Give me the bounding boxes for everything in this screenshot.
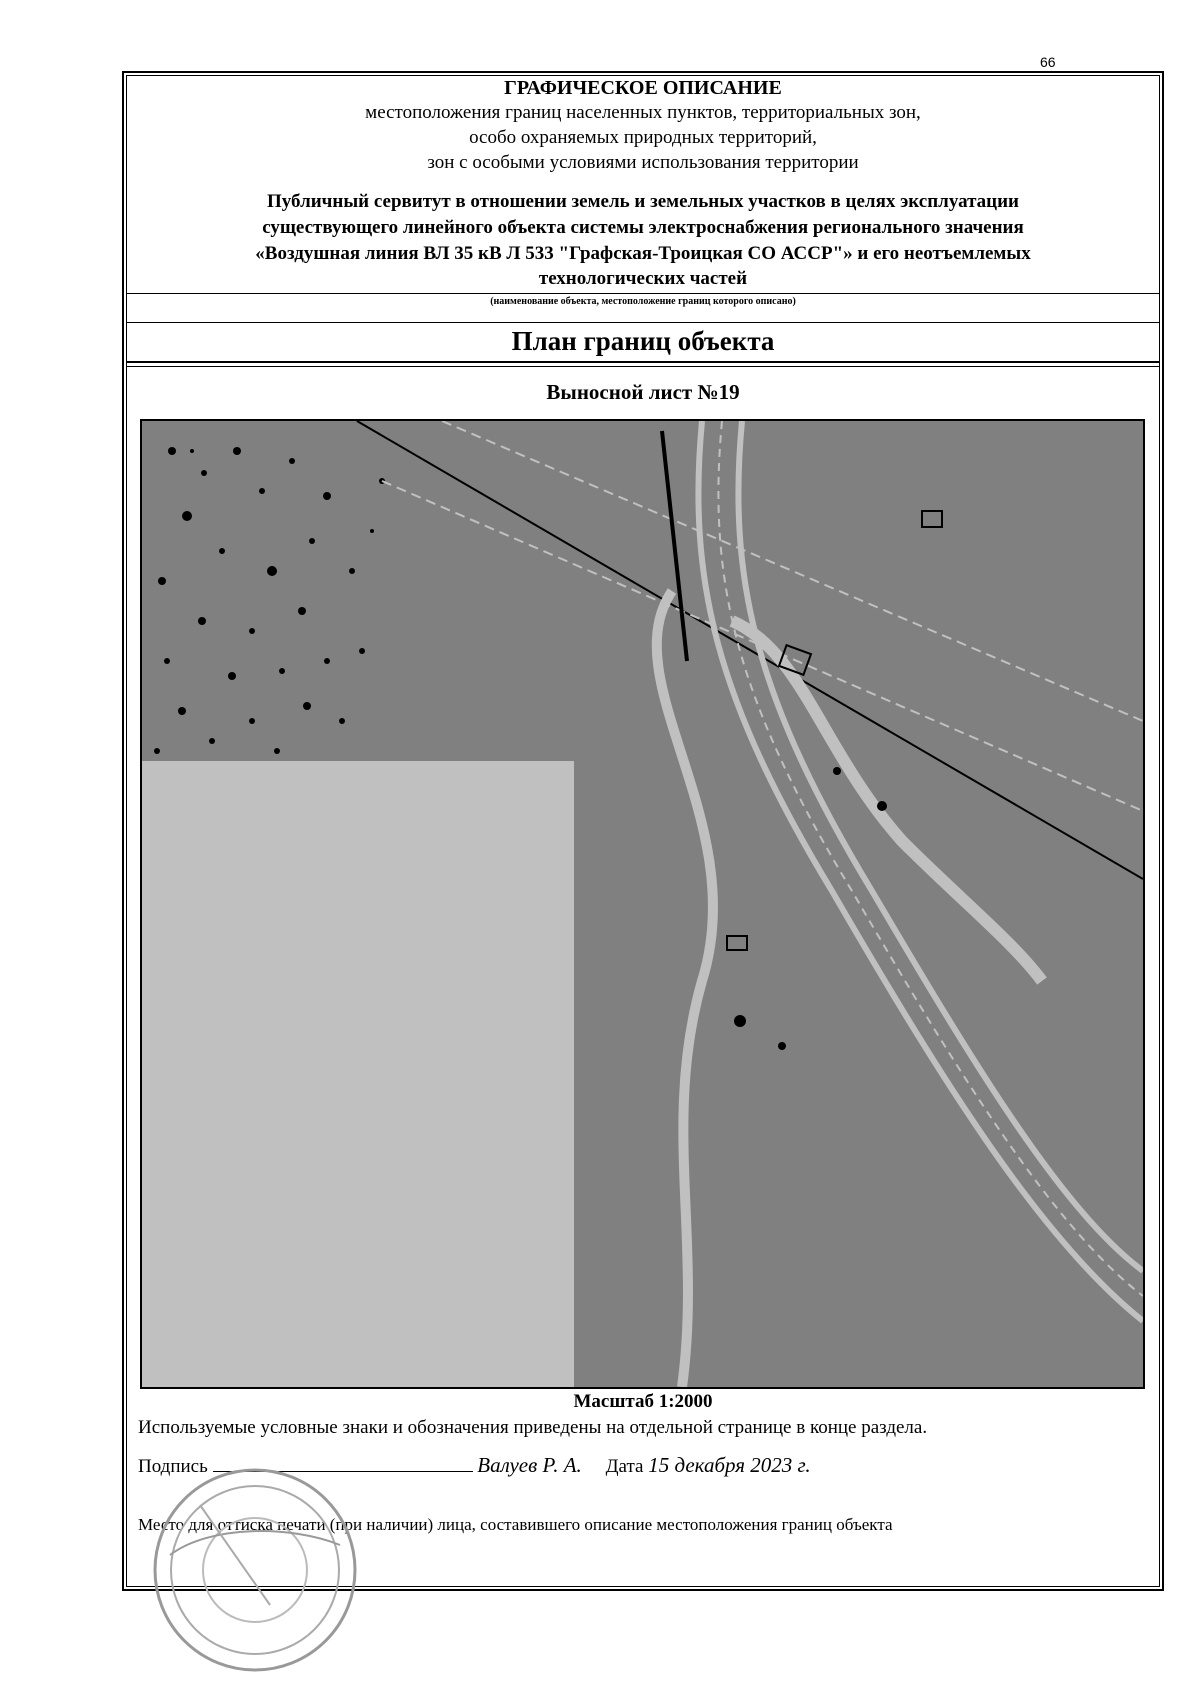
date-label: Дата <box>605 1456 644 1477</box>
legend-note: Используемые условные знаки и обозначения приведены на отдельной странице в конце раздела. <box>138 1417 928 1438</box>
plan-divider-top <box>126 322 1160 323</box>
masked-area <box>142 761 574 1387</box>
object-line-2: существующего линейного объекта системы электроснабжения регионального значения <box>262 217 1024 238</box>
object-line-1: Публичный сервитут в отношении земель и земельных участков в целях эксплуатации <box>267 191 1019 212</box>
stamp-note: Место для оттиска печати (при наличии) лица, составившего описание местоположения границ объекта <box>138 1515 893 1534</box>
subtitle-line-1: местоположения границ населенных пунктов, территориальных зон, <box>365 102 921 123</box>
map-point-4 <box>778 1042 786 1050</box>
map-point-3 <box>734 1015 746 1027</box>
object-line-4: технологических частей <box>538 268 748 289</box>
subtitle-line-2: особо охраняемых природных территорий, <box>469 127 817 148</box>
caption-divider <box>126 293 1160 294</box>
boundary-map <box>140 419 1145 1389</box>
sheet-title: Выносной лист №19 <box>546 380 740 404</box>
subtitle-line-3: зон с особыми условиями использования территории <box>427 152 859 173</box>
map-point-1 <box>877 801 887 811</box>
plan-divider-bottom <box>126 361 1160 363</box>
object-caption: (наименование объекта, местоположение границ которого описано) <box>490 296 796 307</box>
signature-label: Подпись <box>138 1456 208 1477</box>
seal-stamp-icon <box>150 1465 360 1675</box>
map-point-2 <box>833 767 841 775</box>
date-value: 15 декабря 2023 г. <box>648 1453 811 1477</box>
page-number: 66 <box>1040 54 1056 70</box>
map-scale: Масштаб 1:2000 <box>573 1391 713 1412</box>
document-title: ГРАФИЧЕСКОЕ ОПИСАНИЕ <box>504 77 782 99</box>
signer-name: Валуев Р. А. <box>477 1453 582 1477</box>
plan-title: План границ объекта <box>511 326 775 356</box>
map-image <box>142 421 1143 1387</box>
object-line-3: «Воздушная линия ВЛ 35 кВ Л 533 "Графская-Троицкая СО АССР"» и его неотъемлемых <box>255 243 1031 264</box>
plan-divider-bottom-inner <box>126 366 1160 367</box>
